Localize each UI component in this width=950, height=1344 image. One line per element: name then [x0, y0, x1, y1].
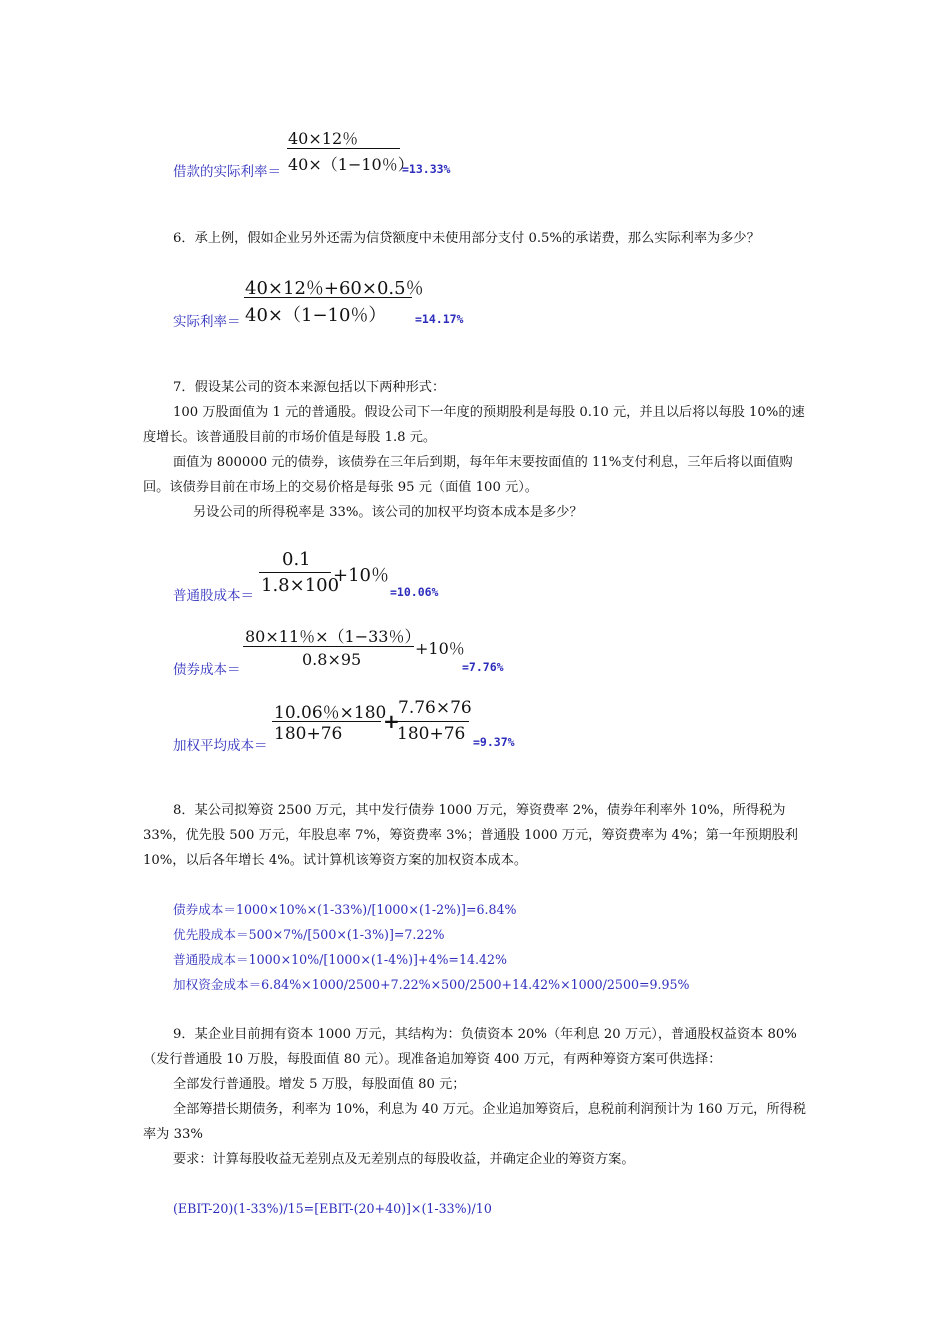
- q6-numerator: 40×12％+60×0.5％: [245, 278, 424, 299]
- fraction-bar: [272, 721, 381, 722]
- q6-label: 实际利率＝: [173, 314, 241, 330]
- q8-calculations: [173, 897, 690, 997]
- q6-text: 6．承上例，假如企业另外还需为信贷额度中未使用部分支付 0.5%的承诺费，那么实际利率为多少？: [173, 231, 760, 246]
- loan-rate-numerator: 40×12％: [288, 129, 359, 148]
- wacc-numerator-1: 10.06％×180: [274, 703, 387, 723]
- fraction-bar: [259, 572, 331, 573]
- wacc-denominator-2: 180+76: [397, 724, 466, 744]
- common-cost-growth: +10％: [333, 565, 389, 586]
- q8-text: 8．某公司拟筹资 2500 万元，其中发行债券 1000 万元，筹资费率 2%，债券年利率外 10%，所得税为 33%，优先股 500 万元，年股息率 7%，筹资费率 3%；普通股 1000 万元，筹资费率为 4%；第一年预期股利 10%，以后各年增长 4%。试计算机该筹资方案的加权资本成本。: [143, 803, 798, 868]
- bond-cost-denominator: 0.8×95: [302, 650, 362, 669]
- q9-text: 9．某企业目前拥有资本 1000 万元，其结构为：负债资本 20%（年利息 20 万元），普通股权益资本 80%（发行普通股 10 万股，每股面值 80 元）。现准备追加筹资 400 万元，有两种筹资方案可供选择： 全部发行普通股。增发 5 万股，每股面值 80 元； 全部筹措长期债务，利率为 10%，利息为 40 万元。企业追加筹资后，息税前利润预计为 160 万元，所得税率为 33% 要求：计算每股收益无差别点及无差别点的每股收益，并确定企业的筹资方案。: [143, 1027, 806, 1167]
- common-cost-label: 普通股成本＝: [173, 588, 254, 604]
- bond-cost-label: 债券成本＝: [173, 662, 241, 678]
- q6-result: =14.17%: [415, 312, 464, 326]
- q7-text: 7．假设某公司的资本来源包括以下两种形式： 100 万股面值为 1 元的普通股。假设公司下一年度的预期股利是每股 0.10 元，并且以后将以每股 10%的速度增长。该普通股目前的市场价值是每股 1.8 元。 面值为 800000 元的债券，该债券在三年后到期，每年年末要按面值的 11%支付利息，三年后将以面值购回。该债券目前在市场上的交易价格是每张 95 元（面值 100 元）。 另设公司的所得税率是 33%。该公司的加权平均资本成本是多少？: [143, 380, 805, 520]
- fraction-bar: [244, 297, 412, 298]
- fraction-bar: [243, 646, 414, 647]
- common-cost-result: =10.06%: [390, 585, 439, 599]
- fraction-bar: [396, 721, 469, 722]
- loan-rate-denominator: 40×（1−10％）: [288, 155, 414, 174]
- preferred-cost-line: 优先股成本＝500×7%/[500×(1-3%)]=7.22%: [173, 927, 445, 942]
- wacc-label: 加权平均成本＝: [173, 738, 268, 754]
- common-cost-denominator: 1.8×100: [261, 575, 340, 596]
- loan-rate-label: 借款的实际利率＝: [173, 164, 281, 180]
- fraction-bar: [287, 148, 400, 149]
- bond-cost-numerator: 80×11％×（1−33％）: [245, 627, 421, 646]
- ebit-equation: (EBIT-20)(1-33%)/15=[EBIT-(20+40)]×(1-33%)/10: [173, 1201, 492, 1216]
- weighted-cost-line: 加权资金成本＝6.84%×1000/2500+7.22%×500/2500+14.42%×1000/2500=9.95%: [173, 977, 690, 992]
- q9-equation: [173, 1196, 492, 1221]
- wacc-numerator-2: 7.76×76: [398, 698, 472, 718]
- common-cost-line: 普通股成本＝1000×10%/[1000×(1-4%)]+4%=14.42%: [173, 952, 508, 967]
- bond-cost-growth: +10％: [415, 639, 465, 658]
- common-cost-numerator: 0.1: [282, 549, 311, 570]
- loan-rate-result: =13.33%: [402, 162, 451, 176]
- wacc-plus: +: [383, 709, 400, 733]
- q6-denominator: 40×（1−10％）: [245, 305, 387, 326]
- bond-cost-line: 债券成本＝1000×10%×(1-33%)/[1000×(1-2%)]=6.84%: [173, 902, 517, 917]
- wacc-denominator-1: 180+76: [274, 724, 343, 744]
- bond-cost-result: =7.76%: [462, 660, 504, 674]
- wacc-result: =9.37%: [473, 735, 515, 749]
